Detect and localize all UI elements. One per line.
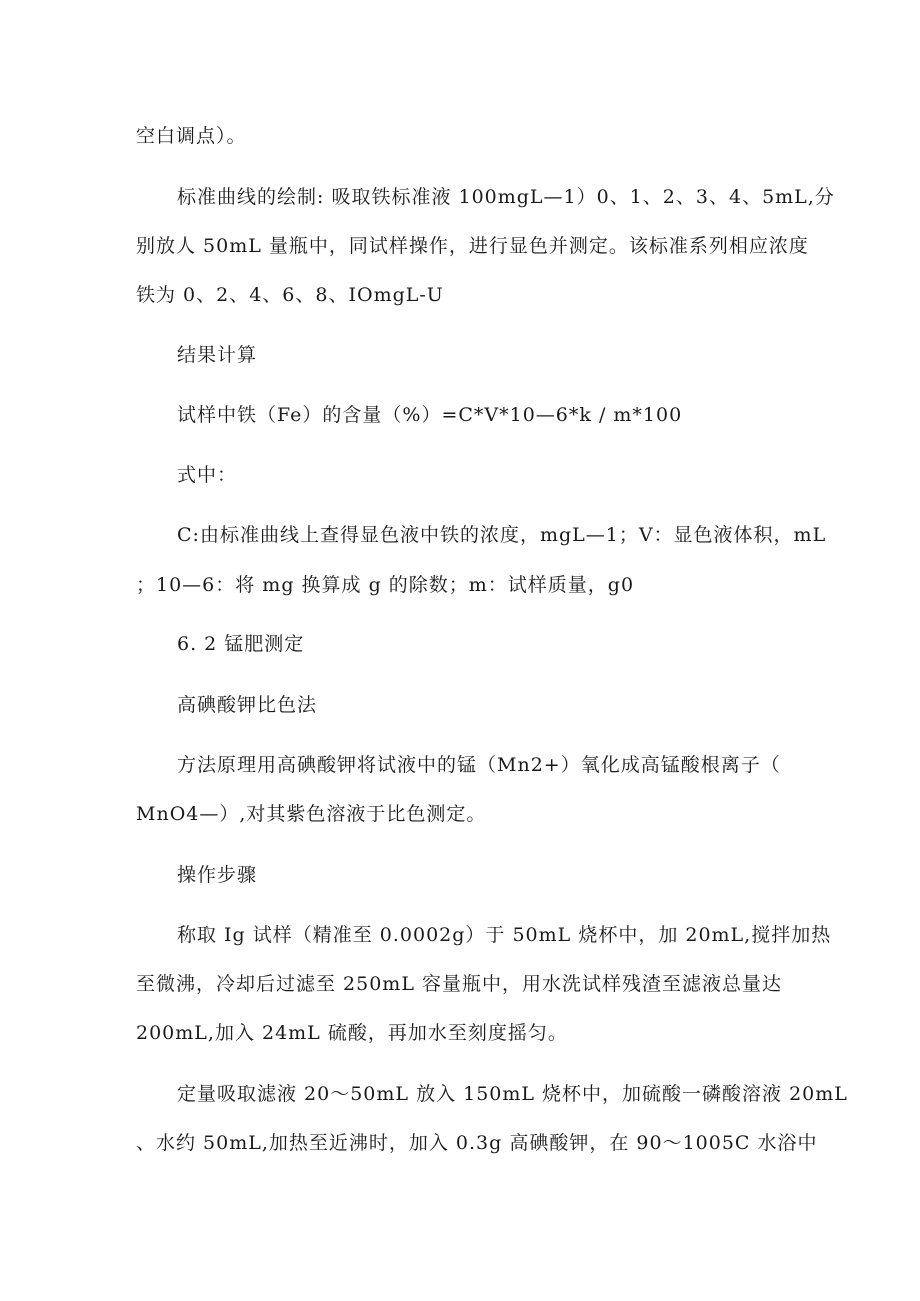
section-heading: 操作步骤 (177, 864, 258, 886)
text-line: 200mL,加入 24mL 硫酸，再加水至刻度摇匀。 (136, 1022, 568, 1044)
text-line: 铁为 0、2、4、6、8、IOmgL-U (136, 284, 444, 306)
text-line: 称取 Ig 试样（精准至 0.0002g）于 50mL 烧杯中，加 20mL,搅拌加热 (177, 924, 832, 946)
text-line: 、水约 50mL,加热至近沸时，加入 0.3g 高碘酸钾，在 90～1005C 水浴中 (136, 1132, 818, 1154)
section-heading: 6. 2 锰肥测定 (177, 633, 305, 655)
formula-line: 试样中铁（Fe）的含量（%）=C*V*10—6*k / m*100 (177, 404, 683, 426)
text-line: 方法原理用高碘酸钾将试液中的锰（Mn2+）氧化成高锰酸根离子（ (177, 754, 781, 776)
text-line: ；10—6：将 mg 换算成 g 的除数；m：试样质量，g0 (136, 574, 635, 596)
text-line: 标准曲线的绘制: 吸取铁标准液 100mgL—1）0、1、2、3、4、5mL,分 (177, 186, 835, 208)
text-line: 别放人 50mL 量瓶中，同试样操作，进行显色并测定。该标准系列相应浓度 (136, 235, 809, 257)
text-line: 式中： (177, 464, 238, 486)
text-line: 空白调点）。 (136, 125, 247, 147)
subsection-heading: 高碘酸钾比色法 (177, 694, 318, 716)
text-line: 至微沸，冷却后过滤至 250mL 容量瓶中，用水洗试样残渣至滤液总量达 (136, 973, 782, 995)
text-line: MnO4—）,对其紫色溶液于比色测定。 (136, 803, 487, 825)
text-line: 定量吸取滤液 20～50mL 放入 150mL 烧杯中，加硫酸一磷酸溶液 20mL (177, 1083, 848, 1105)
text-line: C:由标准曲线上查得显色液中铁的浓度，mgL—1；V：显色液体积，mL (177, 524, 827, 546)
section-heading: 结果计算 (177, 344, 258, 366)
